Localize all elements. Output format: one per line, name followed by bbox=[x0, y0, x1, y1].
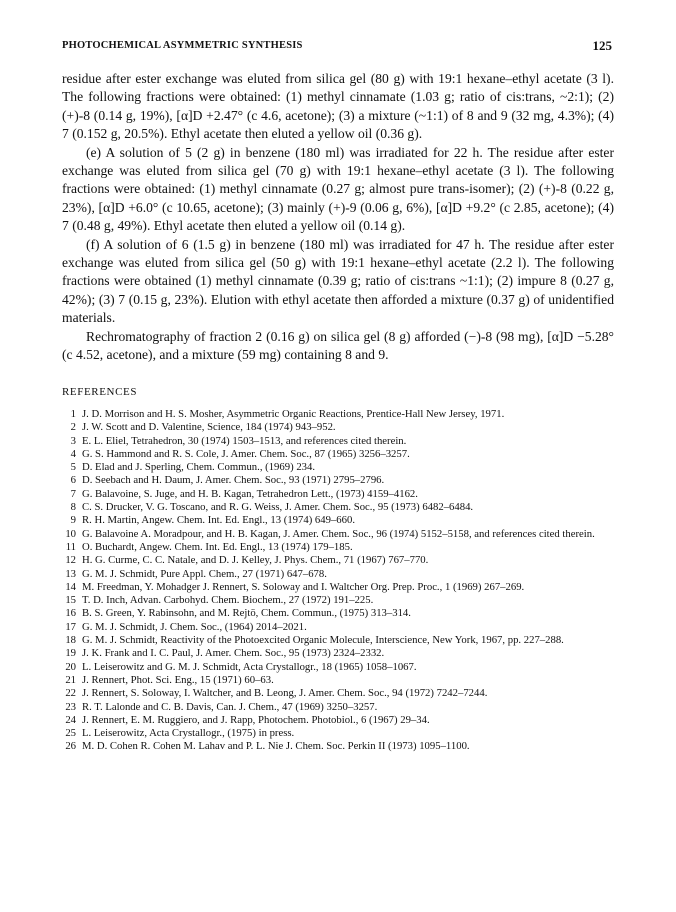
reference-text: J. D. Morrison and H. S. Mosher, Asymmetric Organic Reactions, Prentice-Hall New Jersey, 1971. bbox=[82, 408, 505, 420]
reference-number: 10 bbox=[65, 527, 76, 540]
reference-text: M. Freedman, Y. Mohadger J. Rennert, S. Soloway and I. Waltcher Org. Prep. Proc., 1 (1969) 267–269. bbox=[82, 580, 525, 593]
paragraph-procedure-f: (f) A solution of 6 (1.5 g) in benzene (180 ml) was irradiated for 47 h. The residue after ester exchange was eluted from silica gel (50 g) with 19:1 hexane–ethyl acetate (2.2 l). The following fractions were obtained (1) methyl cinnamate (0.39 g; ratio of cis:trans ~1:1); (2) impure 8 (0.27 g, 42%); (3) 7 (0.15 g, 23%). Elution with ethyl acetate then afforded a mixture (0.37 g) of unidentified materials. bbox=[62, 236, 614, 326]
reference-number: 2 bbox=[70, 421, 76, 434]
reference-item bbox=[62, 488, 614, 501]
reference-text: L. Leiserowitz and G. M. J. Schmidt, Acta Crystallogr., 18 (1965) 1058–1067. bbox=[82, 660, 417, 673]
reference-number: 23 bbox=[65, 700, 76, 713]
reference-text: J. Rennert, S. Soloway, I. Waltcher, and B. Leong, J. Amer. Chem. Soc., 94 (1972) 7242–7244. bbox=[82, 687, 488, 700]
reference-number: 26 bbox=[65, 740, 76, 753]
reference-number: 15 bbox=[65, 594, 76, 607]
reference-text: H. G. Curme, C. C. Natale, and D. J. Kelley, J. Phys. Chem., 71 (1967) 767–770. bbox=[82, 554, 429, 567]
reference-text: J. Rennert, E. M. Ruggiero, and J. Rapp, Photochem. Photobiol., 6 (1967) 29–34. bbox=[82, 713, 430, 726]
reference-text: L. Leiserowitz, Acta Crystallogr., (1975) in press. bbox=[82, 727, 295, 740]
reference-item bbox=[62, 594, 614, 607]
reference-number: 1 bbox=[70, 408, 76, 420]
reference-item bbox=[62, 701, 614, 714]
reference-number: 7 bbox=[70, 487, 76, 500]
reference-text: J. Rennert, Phot. Sci. Eng., 15 (1971) 60–63. bbox=[82, 673, 274, 686]
reference-item bbox=[62, 474, 614, 487]
reference-number: 5 bbox=[70, 461, 76, 474]
reference-item bbox=[62, 554, 614, 567]
reference-item bbox=[62, 634, 614, 647]
reference-text: G. Balavoine A. Moradpour, and H. B. Kagan, J. Amer. Chem. Soc., 96 (1974) 5152–5158, and references cited therein. bbox=[82, 527, 595, 540]
reference-item bbox=[62, 448, 614, 461]
reference-item bbox=[62, 727, 614, 740]
reference-text: G. M. J. Schmidt, J. Chem. Soc., (1964) 2014–2021. bbox=[82, 620, 307, 633]
reference-number: 11 bbox=[65, 540, 76, 553]
references-list bbox=[62, 408, 614, 754]
reference-item bbox=[62, 687, 614, 700]
reference-item bbox=[62, 607, 614, 620]
reference-text: R. H. Martin, Angew. Chem. Int. Ed. Engl., 13 (1974) 649–660. bbox=[82, 514, 355, 527]
reference-text: G. M. J. Schmidt, Reactivity of the Photoexcited Organic Molecule, Interscience, New York, 1967, pp. 227–288. bbox=[82, 634, 564, 647]
reference-item bbox=[62, 674, 614, 687]
reference-number: 13 bbox=[65, 567, 76, 580]
reference-number: 12 bbox=[65, 554, 76, 567]
reference-text: G. Balavoine, S. Juge, and H. B. Kagan, Tetrahedron Lett., (1973) 4159–4162. bbox=[82, 487, 418, 500]
reference-item bbox=[62, 408, 614, 421]
reference-text: J. W. Scott and D. Valentine, Science, 184 (1974) 943–952. bbox=[82, 421, 336, 434]
reference-item bbox=[62, 714, 614, 727]
reference-text: C. S. Drucker, V. G. Toscano, and R. G. Weiss, J. Amer. Chem. Soc., 95 (1973) 6482–6484. bbox=[82, 501, 474, 514]
reference-text: J. K. Frank and I. C. Paul, J. Amer. Chem. Soc., 95 (1973) 2324–2332. bbox=[82, 647, 385, 660]
reference-item bbox=[62, 501, 614, 514]
reference-number: 3 bbox=[70, 434, 76, 447]
reference-text: G. M. J. Schmidt, Pure Appl. Chem., 27 (1971) 647–678. bbox=[82, 567, 327, 580]
reference-item bbox=[62, 647, 614, 660]
reference-item bbox=[62, 528, 614, 541]
reference-text: E. L. Eliel, Tetrahedron, 30 (1974) 1503–1513, and references cited therein. bbox=[82, 434, 407, 447]
reference-item bbox=[62, 461, 614, 474]
reference-number: 16 bbox=[65, 607, 76, 620]
reference-item bbox=[62, 421, 614, 434]
reference-number: 25 bbox=[65, 727, 76, 740]
reference-item bbox=[62, 568, 614, 581]
references-heading: REFERENCES bbox=[62, 386, 138, 398]
reference-text: M. D. Cohen R. Cohen M. Lahav and P. L. Nie J. Chem. Soc. Perkin II (1973) 1095–1100. bbox=[82, 740, 470, 753]
reference-item bbox=[62, 435, 614, 448]
reference-number: 14 bbox=[65, 580, 76, 593]
reference-text: R. T. Lalonde and C. B. Davis, Can. J. Chem., 47 (1969) 3250–3257. bbox=[82, 700, 378, 713]
reference-item bbox=[62, 581, 614, 594]
reference-number: 6 bbox=[70, 474, 76, 487]
reference-item bbox=[62, 621, 614, 634]
reference-number: 18 bbox=[65, 634, 76, 647]
reference-number: 17 bbox=[65, 620, 76, 633]
paragraph-rechromatography: Rechromatography of fraction 2 (0.16 g) on silica gel (8 g) afforded (−)-8 (98 mg), [α]D −5.28° (c 4.52, acetone), and a mixture (59 mg) containing 8 and 9. bbox=[62, 328, 614, 363]
reference-number: 22 bbox=[65, 687, 76, 700]
page-number: 125 bbox=[592, 38, 612, 53]
body-text bbox=[62, 70, 614, 365]
reference-text: B. S. Green, Y. Rabinsohn, and M. Rejtö, Chem. Commun., (1975) 313–314. bbox=[82, 607, 411, 620]
paragraph-continuation: residue after ester exchange was eluted from silica gel (80 g) with 19:1 hexane–ethyl acetate (3 l). The following fractions were obtained: (1) methyl cinnamate (1.03 g; ratio of cis:trans, ~2:1); (2) (+)-8 (0.14 g, 19%), [α]D +2.47° (c 4.6, acetone); (3) a mixture (~1:1) of 8 and 9 (32 mg, 4.3%); (4) 7 (0.152 g, 20.5%). Ethyl acetate then eluted a yellow oil (0.36 g). bbox=[62, 71, 614, 142]
reference-number: 20 bbox=[65, 660, 76, 673]
reference-number: 4 bbox=[70, 447, 76, 460]
reference-number: 9 bbox=[70, 514, 76, 527]
reference-number: 24 bbox=[65, 713, 76, 726]
running-head bbox=[62, 40, 612, 56]
reference-text: T. D. Inch, Advan. Carbohyd. Chem. Biochem., 27 (1972) 191–225. bbox=[82, 594, 374, 607]
reference-number: 21 bbox=[65, 673, 76, 686]
reference-item bbox=[62, 661, 614, 674]
reference-text: D. Seebach and H. Daum, J. Amer. Chem. Soc., 93 (1971) 2795–2796. bbox=[82, 474, 385, 487]
reference-item bbox=[62, 541, 614, 554]
reference-number: 8 bbox=[70, 501, 76, 514]
reference-text: D. Elad and J. Sperling, Chem. Commun., (1969) 234. bbox=[82, 461, 316, 474]
reference-item bbox=[62, 740, 614, 753]
reference-number: 19 bbox=[65, 647, 76, 660]
reference-text: G. S. Hammond and R. S. Cole, J. Amer. Chem. Soc., 87 (1965) 3256–3257. bbox=[82, 447, 410, 460]
paragraph-procedure-e: (e) A solution of 5 (2 g) in benzene (180 ml) was irradiated for 22 h. The residue after ester exchange was eluted from silica gel (70 g) with 19:1 hexane–ethyl acetate (3 l). The following fractions were obtained: (1) methyl cinnamate (0.27 g; almost pure trans-isomer); (2) (+)-8 (0.22 g, 23%), [α]D +6.0° (c 10.65, acetone); (3) mainly (+)-9 (0.06 g, 6%), [α]D +9.2° (c 2.85, acetone); (4) 7 (0.48 g, 49%). Ethyl acetate then eluted a yellow oil (0.14 g). bbox=[62, 144, 614, 234]
reference-text: O. Buchardt, Angew. Chem. Int. Ed. Engl., 13 (1974) 179–185. bbox=[82, 540, 353, 553]
running-title: PHOTOCHEMICAL ASYMMETRIC SYNTHESIS bbox=[62, 40, 303, 51]
reference-item bbox=[62, 514, 614, 527]
